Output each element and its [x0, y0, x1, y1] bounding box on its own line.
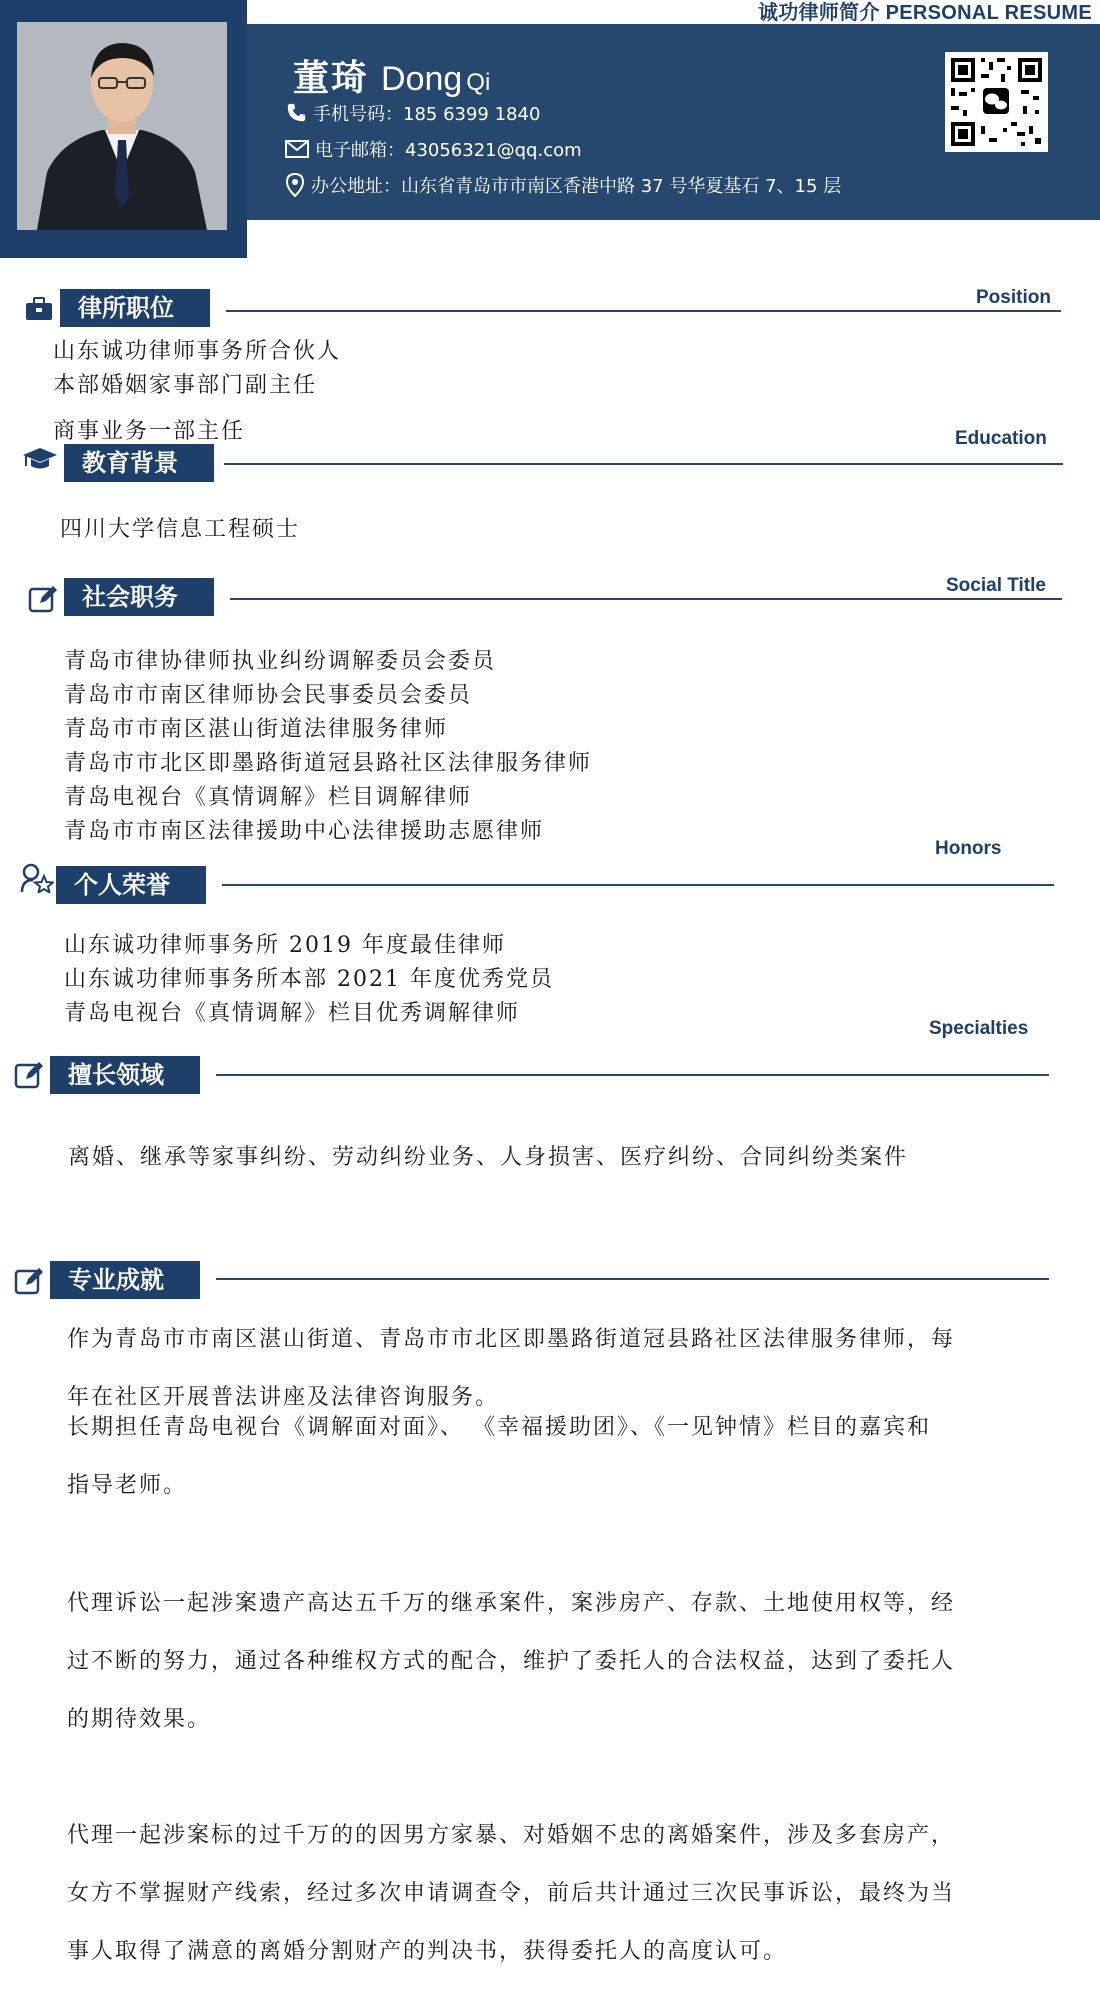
paragraph-line: 的期待效果。	[67, 1707, 212, 1732]
list-item: 本部婚姻家事部门副主任	[53, 373, 318, 398]
phone-row	[285, 100, 540, 126]
list-item: 四川大学信息工程硕士	[60, 517, 301, 542]
paragraph-line: 代理诉讼一起涉案遗产高达五千万的继承案件，案涉房产、存款、土地使用权等，经	[67, 1591, 956, 1616]
section-en-honors: Honors	[935, 838, 1002, 859]
paragraph-line: 女方不掌握财产线索，经过多次申请调查令，前后共计通过三次民事诉讼，最终为当	[67, 1881, 956, 1906]
paragraph-line: 长期担任青岛电视台《调解面对面》、 《幸福援助团》、《一见钟情》栏目的嘉宾和	[67, 1415, 931, 1440]
list-item: 商事业务一部主任	[53, 419, 246, 444]
section-title-education: 教育背景	[64, 444, 214, 482]
paragraph-line: 年在社区开展普法讲座及法律咨询服务。	[67, 1385, 500, 1410]
section-title-honors: 个人荣誉	[56, 866, 206, 904]
section-divider	[226, 310, 1061, 312]
paragraph-line: 事人取得了满意的离婚分割财产的判决书，获得委托人的高度认可。	[67, 1939, 788, 1964]
briefcase-icon	[25, 297, 53, 321]
name-english: Dong	[381, 60, 463, 98]
resume-title: 诚功律师简介 PERSONAL RESUME	[757, 2, 1092, 24]
section-title-specialties: 擅长领域	[50, 1056, 200, 1094]
name-english-given: Qi	[466, 69, 491, 96]
email-text: 电子邮箱：43056321@qq.com	[315, 140, 582, 161]
edit-icon	[14, 1060, 44, 1090]
section-divider	[222, 884, 1054, 886]
person-star-icon	[20, 863, 54, 893]
location-icon	[285, 173, 305, 197]
list-item: 山东诚功律师事务所合伙人	[53, 339, 342, 364]
section-en-education: Education	[955, 428, 1047, 449]
edit-icon	[28, 584, 58, 614]
list-item: 青岛电视台《真情调解》栏目优秀调解律师	[64, 1001, 521, 1026]
section-title-position: 律所职位	[60, 289, 210, 327]
email-row	[285, 136, 582, 162]
list-item: 青岛市市南区律师协会民事委员会委员	[64, 683, 473, 708]
section-en-social: Social Title	[946, 575, 1046, 596]
address-row	[285, 172, 841, 198]
list-item: 青岛市市南区法律援助中心法律援助志愿律师	[64, 819, 545, 844]
section-title-social: 社会职务	[64, 578, 214, 616]
edit-icon	[14, 1266, 44, 1296]
qr-code[interactable]	[945, 52, 1048, 152]
paragraph-line: 作为青岛市市南区湛山街道、青岛市市北区即墨路街道冠县路社区法律服务律师，每	[67, 1327, 956, 1352]
section-en-position: Position	[976, 287, 1051, 308]
name-chinese: 董琦	[293, 57, 370, 98]
section-divider	[216, 1278, 1049, 1280]
phone-icon	[285, 102, 307, 124]
list-item: 青岛电视台《真情调解》栏目调解律师	[64, 785, 473, 810]
section-divider	[230, 598, 1062, 600]
list-item: 山东诚功律师事务所 2019 年度最佳律师	[64, 933, 506, 958]
section-divider	[216, 1074, 1049, 1076]
section-en-specialties: Specialties	[929, 1018, 1029, 1039]
photo-frame	[0, 0, 247, 258]
paragraph-line: 代理一起涉案标的过千万的的因男方家暴、对婚姻不忠的离婚案件，涉及多套房产，	[67, 1823, 956, 1848]
mail-icon	[285, 140, 309, 158]
paragraph-line: 过不断的努力，通过各种维权方式的配合，维护了委托人的合法权益，达到了委托人	[67, 1649, 956, 1674]
list-item: 山东诚功律师事务所本部 2021 年度优秀党员	[64, 967, 554, 992]
list-item: 青岛市市南区湛山街道法律服务律师	[64, 717, 449, 742]
graduation-cap-icon	[22, 446, 58, 472]
section-divider	[224, 463, 1063, 465]
lawyer-name	[293, 50, 490, 101]
list-item: 离婚、继承等家事纠纷、劳动纠纷业务、人身损害、医疗纠纷、合同纠纷类案件	[68, 1145, 909, 1170]
paragraph-line: 指导老师。	[67, 1473, 188, 1498]
address-text: 办公地址：山东省青岛市市南区香港中路 37 号华夏基石 7、15 层	[311, 176, 842, 197]
phone-text: 手机号码：185 6399 1840	[313, 104, 541, 125]
section-title-achievements: 专业成就	[50, 1261, 200, 1299]
portrait-photo	[17, 22, 227, 230]
list-item: 青岛市律协律师执业纠纷调解委员会委员	[64, 649, 497, 674]
list-item: 青岛市市北区即墨路街道冠县路社区法律服务律师	[64, 751, 593, 776]
